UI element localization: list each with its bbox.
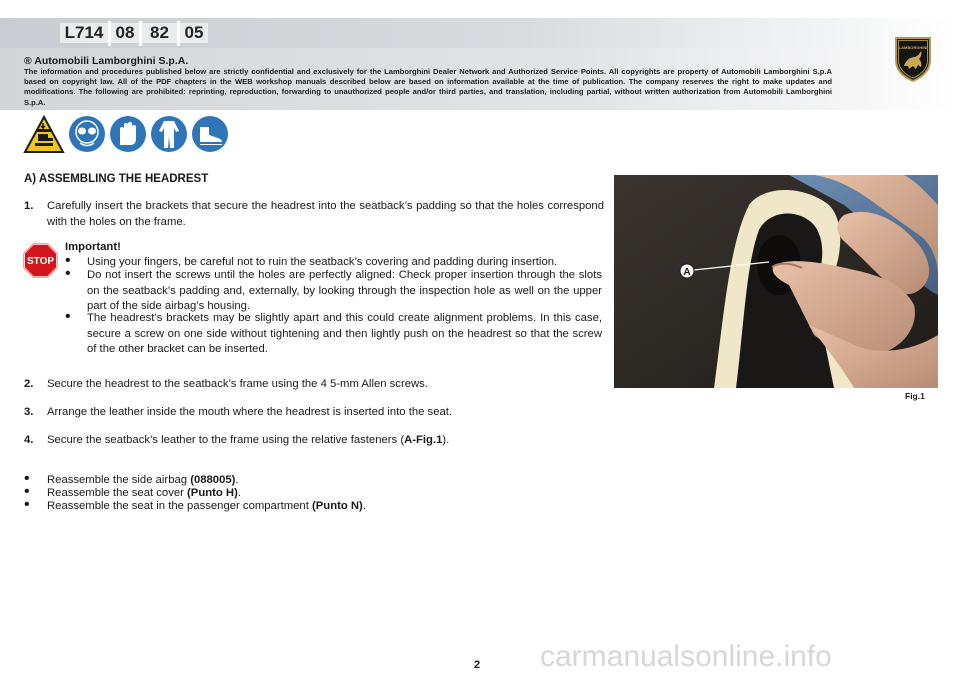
code-model: L714	[60, 23, 108, 43]
stop-label: STOP	[26, 256, 55, 267]
reassemble-item: • Reassemble the side airbag (088005).	[24, 470, 239, 487]
reassemble-item: • Reassemble the seat in the passenger compartment (Punto N).	[24, 496, 366, 513]
watermark: carmanualsonline.info	[540, 640, 832, 673]
figure-callout-a: A	[683, 267, 691, 278]
copyright-text: The information and procedures published below are strictly confidential and exclusively for the Lamborghini Dealer Network and Authorized Service Points. All copyrights are property of Automobili Lamborghini S.p.A based on copyright law. All of the PDF chapters in the WEB workshop manuals described below are based on information available at the time of publication. The company reserves the right to make updates and modifications. The following are prohibited: reprinting, reproduction, forwarding to unauthorized people and/or third parties, and translation, including partial, without written authorization from Automobili Lamborghini S.p.A.	[24, 67, 832, 107]
important-item	[65, 308, 602, 358]
important-item	[65, 265, 602, 315]
page-number: 2	[474, 659, 481, 671]
important-title: Important!	[65, 241, 121, 253]
step-text: Secure the seatback’s leather to the frame using the relative fasteners (A-Fig.1).	[47, 434, 450, 446]
step-number: 4.	[24, 434, 34, 446]
section-title: A) ASSEMBLING THE HEADREST	[24, 173, 209, 185]
code-procedure: 05	[180, 23, 208, 43]
copyright-title: ® Automobili Lamborghini S.p.A.	[24, 55, 189, 67]
headrest-assembly-illustration	[614, 175, 938, 388]
code-group: 08	[111, 23, 139, 43]
figure-reference: A-Fig.1	[404, 434, 443, 446]
protective-gloves-icon	[109, 115, 147, 153]
safety-shoes-icon	[191, 115, 229, 153]
step-2	[24, 377, 604, 393]
bullet-dot: •	[24, 483, 30, 500]
step-number: 1.	[24, 200, 34, 212]
step-number: 2.	[24, 378, 34, 390]
safety-goggles-icon	[68, 115, 106, 153]
step-1	[24, 199, 604, 230]
procedure-reference: (Punto N)	[312, 500, 363, 512]
lamborghini-logo	[893, 36, 933, 82]
step-text: Carefully insert the brackets that secure the headrest into the seatback’s padding so that the holes correspond with the holes on the frame.	[47, 200, 604, 228]
protective-overalls-icon	[150, 115, 188, 153]
important-item-text: The headrest’s brackets may be slightly apart and this could create alignment problems. In this case, secure a screw on one side without tightening and then lightly push on the headrest so that the screw of the other bracket can be inserted.	[87, 312, 602, 355]
stop-sign-icon	[22, 242, 59, 279]
step-4	[24, 433, 604, 449]
logo-text: LAMBORGHINI	[898, 45, 928, 50]
bullet-dot: •	[24, 496, 30, 513]
step-number: 3.	[24, 406, 34, 418]
figure-caption: Fig.1	[905, 391, 925, 401]
reassemble-item: • Reassemble the seat cover (Punto H).	[24, 483, 241, 500]
procedure-reference: (088005)	[190, 474, 236, 486]
step-text: Secure the headrest to the seatback’s frame using the 4 5-mm Allen screws.	[47, 378, 428, 390]
code-subgroup: 82	[142, 23, 177, 43]
bullet-dot: •	[65, 265, 71, 282]
important-item-text: Using your fingers, be careful not to ruin the seatback’s covering and padding during insertion.	[87, 256, 558, 268]
warning-hand-crush-icon	[23, 115, 65, 155]
procedure-reference: (Punto H)	[187, 487, 238, 499]
important-item-text: Do not insert the screws until the holes are perfectly aligned: Check proper insertion through the slots on the seatback’s padding and, externally, by looking through the inspection hole as well on the upper part of the side airbag’s housing.	[87, 269, 602, 312]
figure-1-photo	[614, 175, 938, 388]
bullet-dot: •	[65, 308, 71, 325]
step-text: Arrange the leather inside the mouth where the headrest is inserted into the seat.	[47, 406, 453, 418]
bullet-dot: •	[24, 470, 30, 487]
step-3	[24, 405, 604, 421]
bullet-dot: •	[65, 252, 71, 269]
